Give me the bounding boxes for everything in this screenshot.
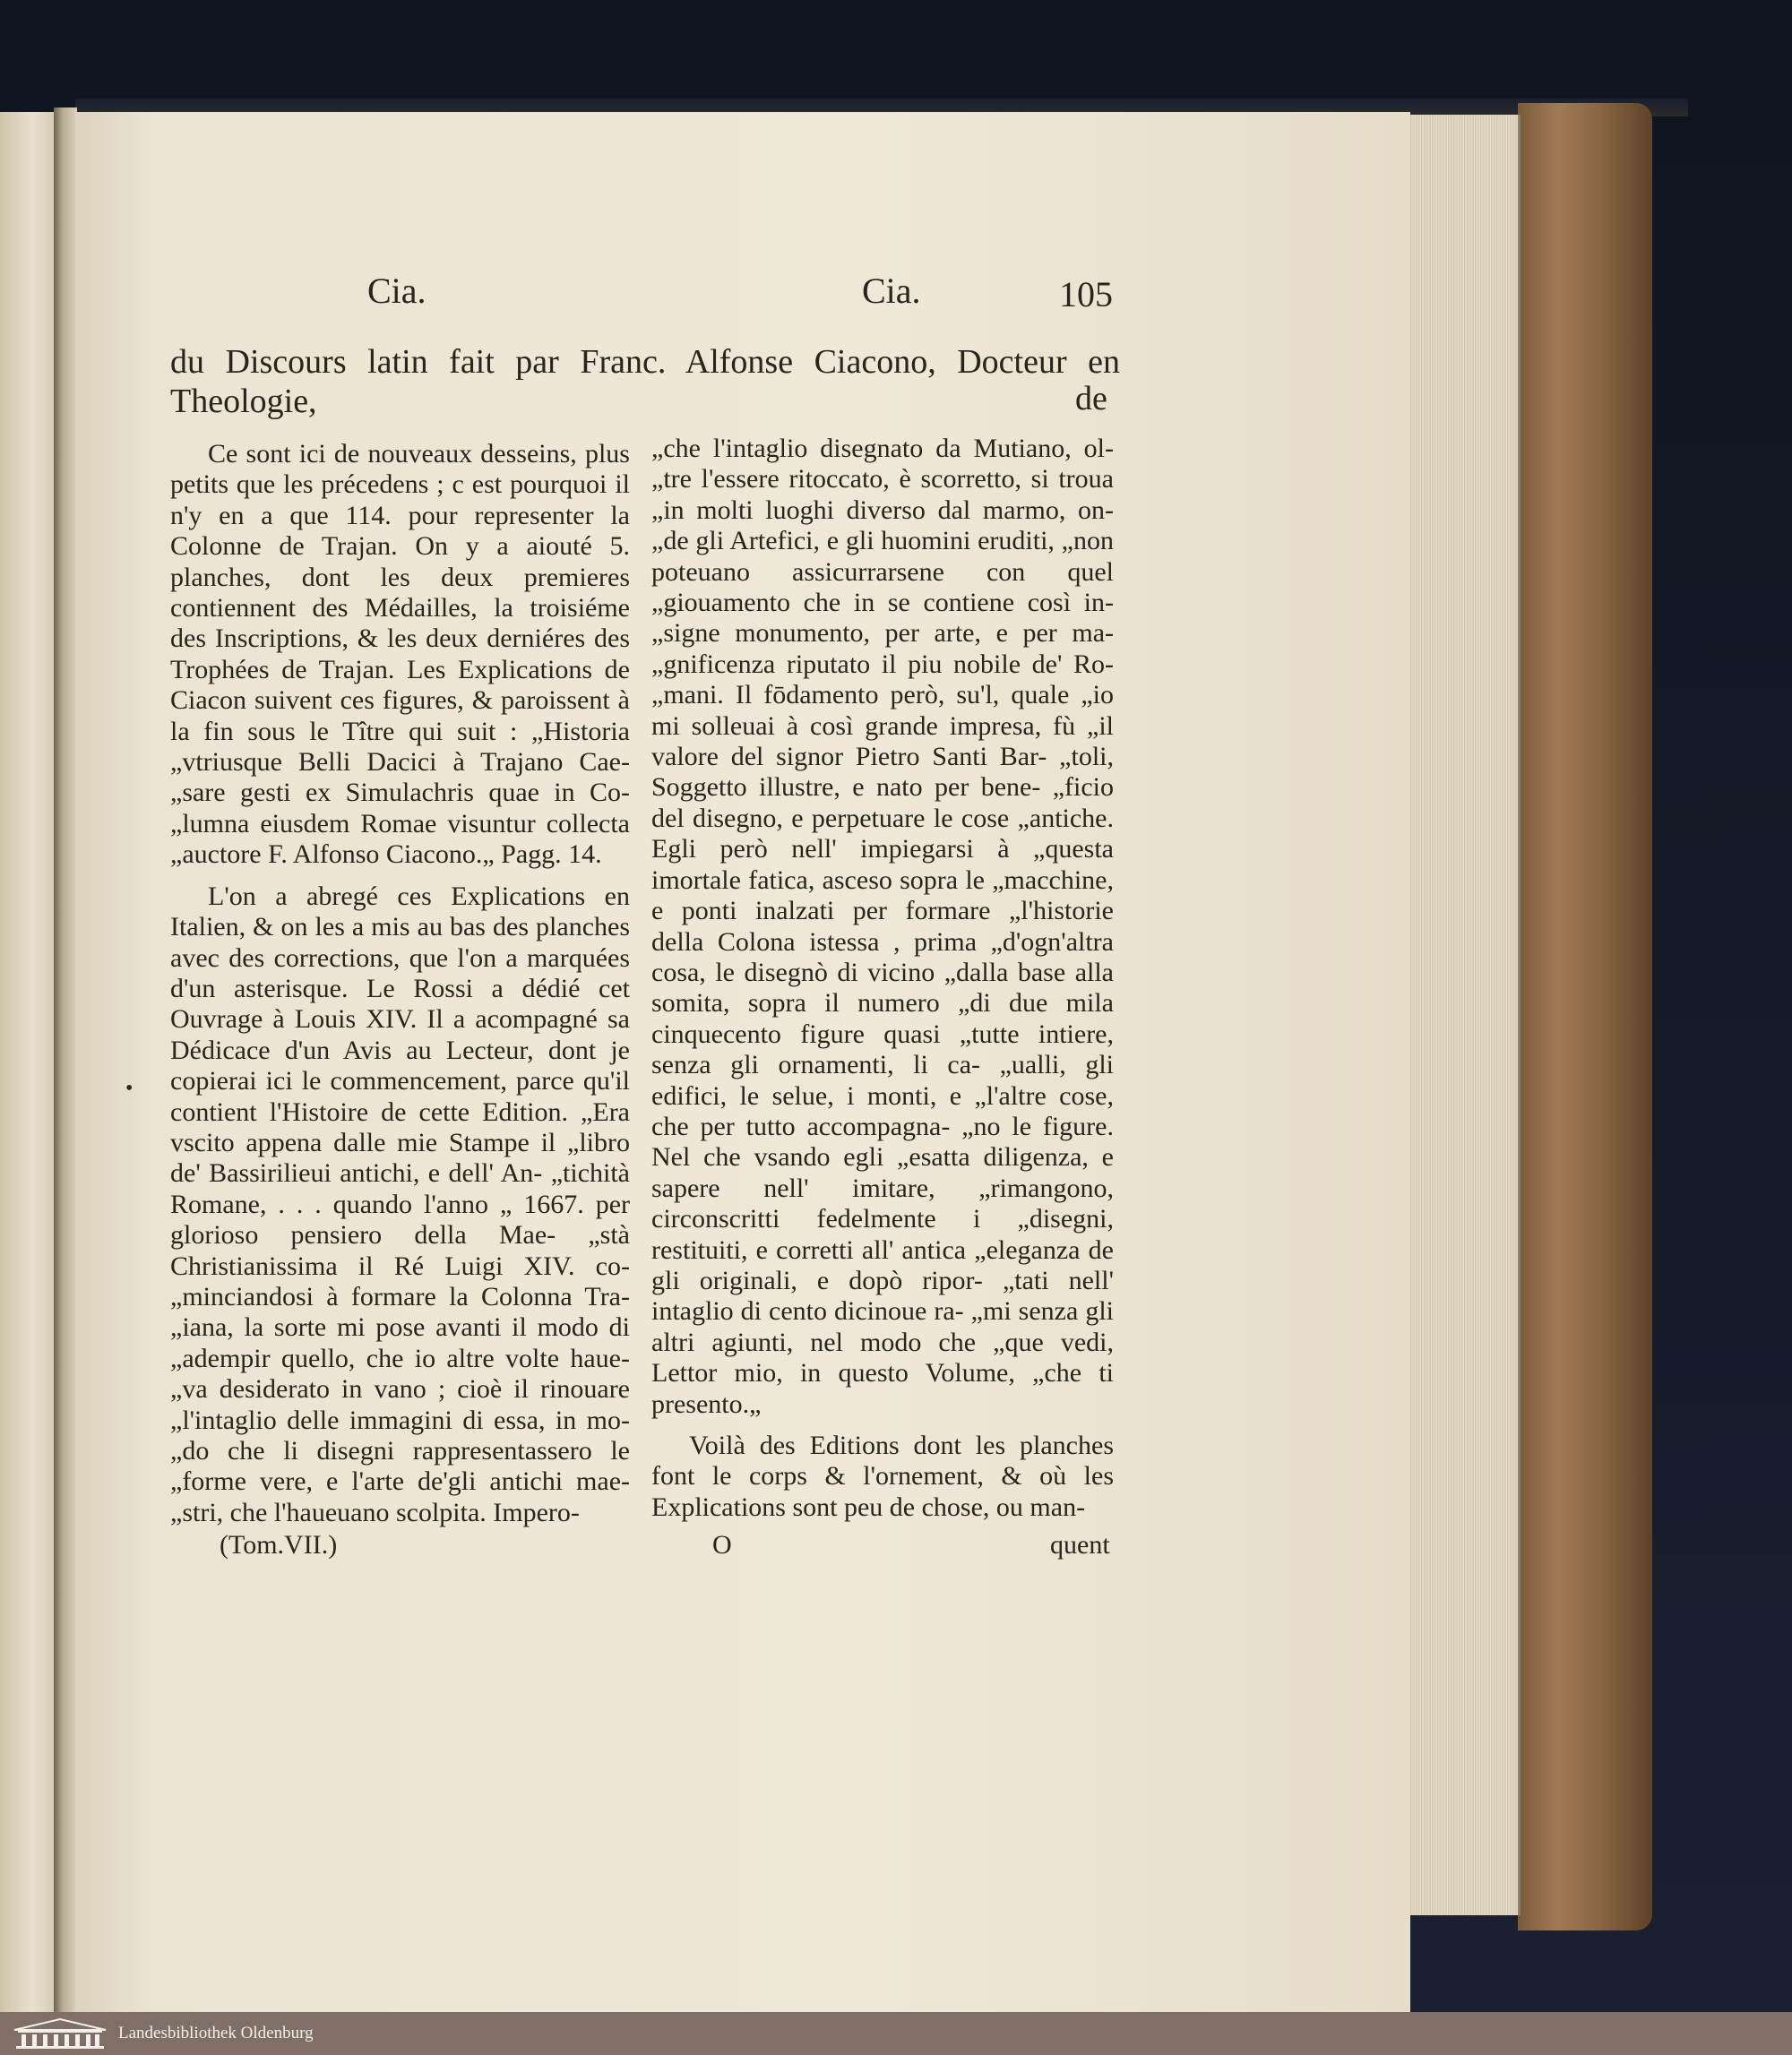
book-cover-edge — [1518, 103, 1652, 1930]
library-name: Landesbibliothek Oldenburg — [118, 2024, 314, 2042]
left-paragraph-2: L'on a abregé ces Explications en Italien, & on les a mis au bas des planches avec des corrections, que l'on a marquées d'un asterisque. Le Rossi a dédié cet Ouvrage à Louis XIV. Il a acompagné sa Dédicace d'un Avis au Lecteur, dont je copierai ici le commencement, parce qu'il contient l'Histoire de cette Edition. „Era vscito appena dalle mie Stampe il „libro de' Bassirilieui antichi, e dell' An- „tichità Romane, . . . quando l'anno „ 1667. per glorioso pensiero della Mae- „stà Christianissima il Ré Luigi XIV. co- „minciandosi à formare la Colonna Tra- „iana, la sorte mi pose avanti il modo di „adempir quello, che io altre volte haue- „va desiderato in vano ; cioè il rinouare „l'intaglio delle immagini di essa, in mo- „do che li disegni rappresentassero le „forme vere, e l'arte de'gli antichi mae- „stri, che l'haueuano scolpita. Impero- — [170, 881, 630, 1527]
volume-signature: (Tom.VII.) — [220, 1530, 338, 1560]
signature-mark: O — [712, 1530, 732, 1560]
left-column — [170, 439, 630, 1528]
page-catchword: quent — [1050, 1530, 1110, 1560]
left-paragraph-1: Ce sont ici de nouveaux desseins, plus petits que les précedens ; c est pourquoi il n'y en a que 114. pour representer la Colonne de Trajan. On y a aiouté 5. planches, dont les deux premieres contiennent des Médailles, la troisiéme des Inscriptions, & les deux derniéres des Trophées de Trajan. Les Explications de Ciacon suivent ces figures, & paroissent à la fin sous le Tître qui suit : „Historia „vtriusque Belli Dacici à Trajano Cae- „sare gesti ex Simulachris quae in Co- „lumna eiusdem Romae visuntur collecta „auctore F. Alfonso Ciacono.„ Pagg. 14. — [170, 439, 630, 870]
heading-line: du Discours latin fait par Franc. Alfonse Ciacono, Docteur en Theologie, — [170, 343, 1120, 420]
page-number: 105 — [1059, 274, 1113, 314]
running-head-right: Cia. — [862, 271, 921, 311]
library-building-icon — [11, 2017, 109, 2050]
heading-catchword: de — [1075, 380, 1107, 417]
margin-mark: • — [125, 1077, 134, 1100]
right-paragraph-1: „che l'intaglio disegnato da Mutiano, ol- „tre l'essere ritoccato, è scorretto, si troua „in molti luoghi diverso dal marmo, on- „de gli Artefici, e gli huomini eruditi, „non poteuano assicurrarsene con quel „giouamento che in se contiene così in- „signe monumento, per arte, e per ma- „gnificenza riputato il piu nobile de' Ro- „mani. Il fōdamento però, su'l, quale „io mi solleuai à così grande impresa, fù „il valore del signor Pietro Santi Bar- „toli, Soggetto illustre, e nato per bene- „ficio del disegno, e perpetuare le cose „antiche. Egli però nell' impiegarsi à „questa imortale fatica, ascesо sopra le „macchine, e ponti inalzati per formare „l'historie della Colona istessa , prima „d'ogn'altra cosa, le disegnò di vicino „dalla base alla somita, sopra il numero „di due mila cinquecento figure quasi „tutte intiere, senza gli ornamenti, li ca- „ualli, gli edifici, le selue, i monti, e „l'altre cose, che per tutto accompagna- „no le figure. Nel che vsando egli „esatta diligenza, e sapere nell' imitare, „rimangono, circonscritti fedelmente i „disegni, restituiti, e corretti all' antica „eleganza de gli originali, e dopò ripor- „tati nell' intaglio di cento dicinoue ra- „mi senza gli altri agiunti, nel modo che „que vedi, Lettor mio, in questo Volume, „che ti presento.„ — [651, 434, 1114, 1419]
running-head-left: Cia. — [367, 271, 426, 311]
page-fore-edge — [1410, 115, 1521, 1915]
left-page-edge — [0, 112, 56, 2012]
book-gutter — [54, 107, 77, 2012]
right-column — [651, 434, 1114, 1523]
right-paragraph-2: Voilà des Editions dont les planches font le corps & l'ornement, & où les Explications sont peu de chose, ou man- — [651, 1431, 1114, 1522]
footer-bar — [0, 2012, 1792, 2055]
